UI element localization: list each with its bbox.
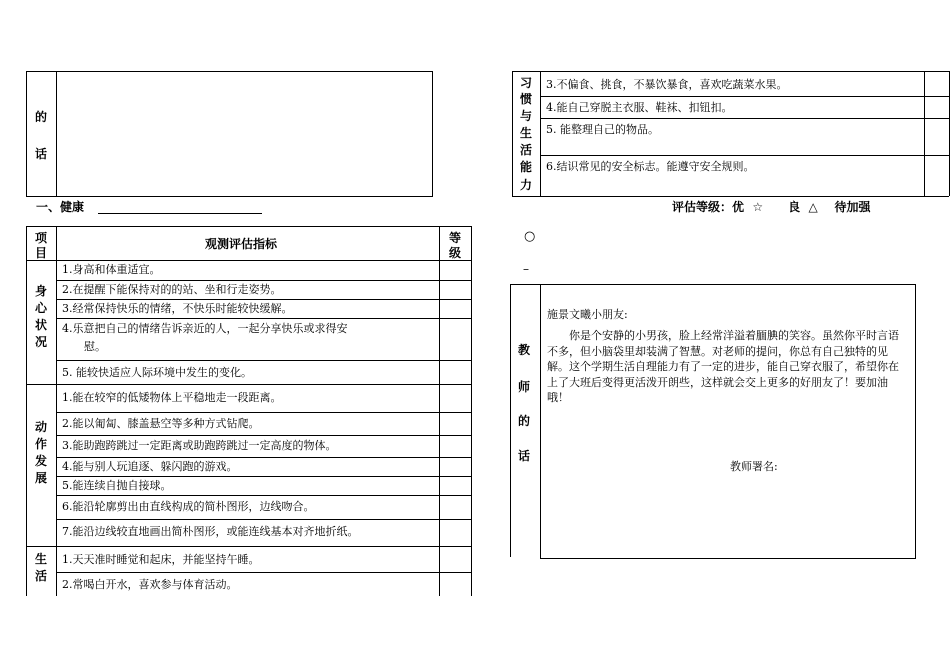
group1-item-5: 5. 能较快适应人际环境中发生的变化。 — [62, 366, 252, 379]
group2-item-3: 3.能助跑跨跳过一定距离或助跑跨跳过一定高度的物体。 — [62, 439, 337, 452]
teacher-label-char-2: 师 — [517, 380, 530, 394]
group3-item-1: 1.天天准时睡觉和起床，并能坚持午睡。 — [62, 553, 260, 566]
group2-label-char-1: 动 — [34, 420, 47, 434]
header-item-char-1: 项 — [34, 231, 47, 245]
table-top-border — [26, 226, 471, 227]
habits-label-char-3: 与 — [519, 109, 532, 123]
header-grade-char-1: 等 — [448, 231, 461, 245]
group3-item-2: 2.常喝白开水，喜欢参与体育活动。 — [62, 578, 238, 591]
group3-label-char-1: 生 — [34, 552, 47, 566]
group2-item-6: 6.能沿轮廓剪出由直线构成的简朴图形，边线吻合。 — [62, 500, 315, 513]
group1-label-char-4: 况 — [34, 335, 47, 349]
group1-item-1: 1.身高和体重适宜。 — [62, 263, 161, 276]
dash-mark: – — [523, 262, 529, 276]
habits-label-char-2: 惯 — [519, 92, 532, 106]
table-col1-border — [56, 226, 57, 596]
teacher-label-char-1: 教 — [517, 343, 530, 357]
habits-item-4: 4.能自己穿脱主衣服、鞋袜、扣钮扣。 — [546, 101, 733, 114]
group1-label-char-1: 身 — [34, 284, 47, 298]
group1-label-char-3: 状 — [34, 318, 47, 332]
habits-label-char-4: 生 — [519, 126, 532, 140]
header-item-char-2: 目 — [34, 246, 47, 260]
section-title-underline — [98, 213, 262, 214]
top-left-char-2: 话 — [34, 147, 47, 161]
table-left-border — [26, 226, 27, 596]
habits-label-char-7: 力 — [519, 178, 532, 192]
group1-label-char-2: 心 — [34, 301, 47, 315]
top-left-char-1: 的 — [34, 110, 47, 124]
group2-item-2: 2.能以匍匐、膝盖悬空等多种方式钻爬。 — [62, 417, 260, 430]
top-left-divider — [56, 71, 57, 197]
habits-item-6: 6.结识常见的安全标志。能遵守安全规则。 — [546, 160, 755, 173]
group2-item-7: 7.能沿边线较直地画出简朴图形，或能连线基本对齐地折纸。 — [62, 525, 359, 538]
group2-item-1: 1.能在较窄的低矮物体上平稳地走一段距离。 — [62, 391, 282, 404]
table-right-border — [471, 226, 472, 596]
header-indicator: 观测评估指标 — [205, 237, 278, 251]
teacher-comment-body: 你是个安静的小男孩，脸上经常洋溢着腼腆的笑容。虽然你平时言语不多，但小脑袋里却装满了智慧。对老师的提问，你总有自己独特的见解。这个学期生活自理能力有了一定的进步，能自己穿衣服了，希望你在上了大班后变得更活泼开朗些，这样就会交上更多的好朋友了！要加油哦！ — [547, 329, 899, 404]
table-header-bottom — [26, 260, 471, 261]
group2-label-char-4: 展 — [34, 471, 47, 485]
teacher-greeting: 施景文曦小朋友: — [547, 308, 628, 321]
group1-item-3: 3.经常保持快乐的情绪，不快乐时能较快缓解。 — [62, 302, 293, 315]
habits-label-char-5: 活 — [519, 143, 532, 157]
top-left-comment-box — [26, 71, 433, 197]
group3-label-char-2: 活 — [34, 569, 47, 583]
teacher-label-char-3: 的 — [517, 414, 530, 428]
group2-label-char-3: 发 — [34, 454, 47, 468]
group2-label-char-2: 作 — [34, 437, 47, 451]
group1-item-4a: 4.乐意把自己的情绪告诉亲近的人，一起分享快乐或求得安 — [62, 322, 348, 335]
table-col2-border — [439, 226, 440, 596]
section-title-health: 一、健康 — [36, 200, 85, 214]
habits-item-3: 3.不偏食、挑食，不暴饮暴食，喜欢吃蔬菜水果。 — [546, 78, 788, 91]
group2-item-5: 5.能连续自抛自接球。 — [62, 479, 172, 492]
teacher-signature: 教师署名: — [730, 460, 778, 473]
rating-scale: 评估等级：优 ☆ 良 △ 待加强 — [672, 200, 871, 214]
group1-item-4b: 慰。 — [84, 340, 106, 353]
teacher-label-char-4: 话 — [517, 449, 530, 463]
habits-label-char-6: 能 — [519, 160, 532, 174]
header-grade-char-2: 级 — [448, 246, 461, 260]
habits-item-5: 5. 能整理自己的物品。 — [546, 123, 659, 136]
habits-label-char-1: 习 — [519, 76, 532, 90]
group2-item-4: 4.能与别人玩追逐、躲闪跑的游戏。 — [62, 460, 238, 473]
group1-item-2: 2.在提醒下能保持对的的站、坐和行走姿势。 — [62, 283, 282, 296]
circle-mark: ○ — [524, 229, 536, 244]
